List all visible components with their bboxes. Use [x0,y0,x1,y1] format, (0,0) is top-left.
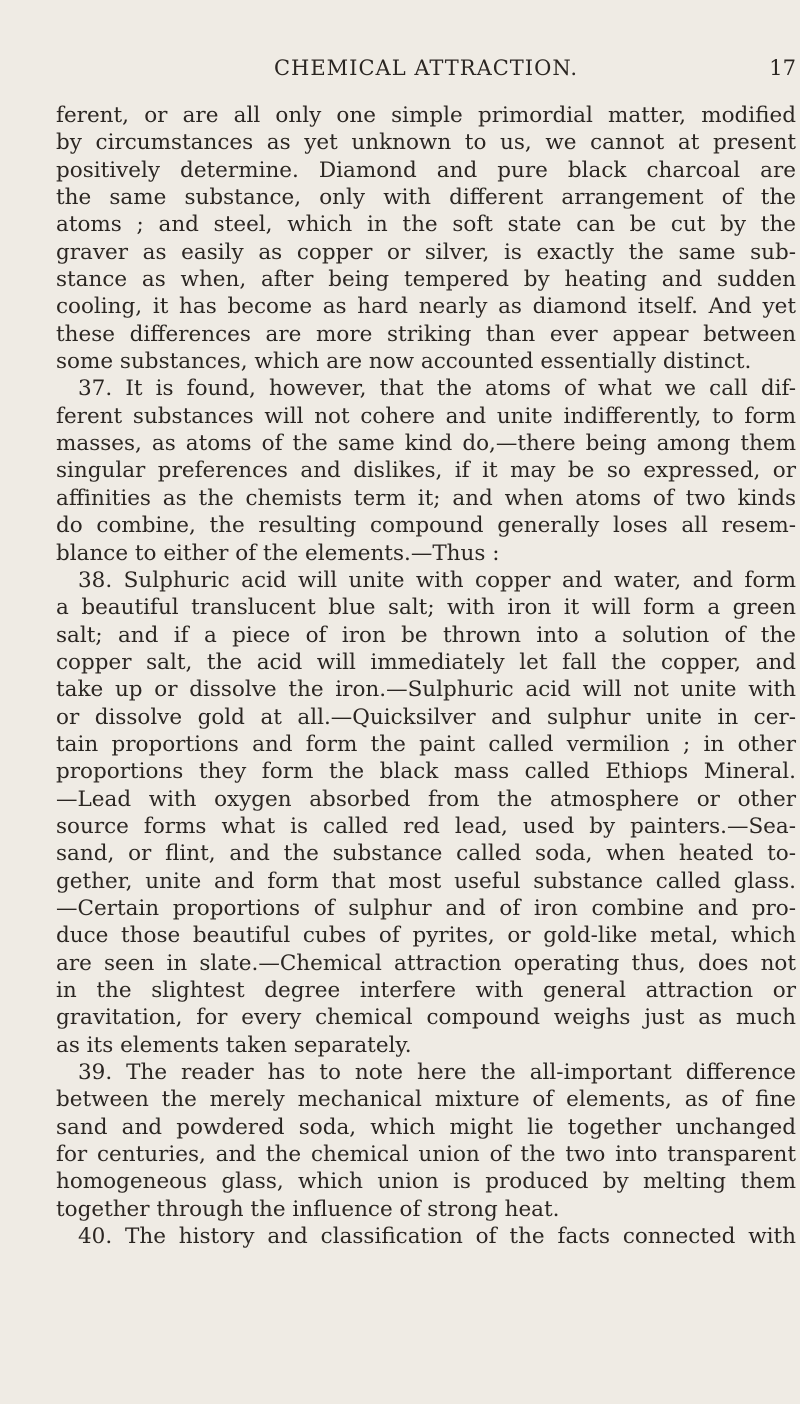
text-line: salt; and if a piece of iron be thrown into a solution of the [56,622,796,648]
text-line: between the merely mechanical mixture of elements, as of fine [56,1087,796,1113]
text-line: —Certain proportions of sulphur and of iron combine and pro- [56,895,796,921]
text-line: graver as easily as copper or silver, is exactly the same sub- [56,239,796,265]
text-line: the same substance, only with different arrangement of the [56,185,796,211]
text-line: positively determine. Diamond and pure black charcoal are [56,157,796,183]
text-line: 38. Sulphuric acid will unite with copper and water, and form [78,567,796,593]
text-line: —Lead with oxygen absorbed from the atmosphere or other [56,786,796,812]
text-line: together through the influence of strong heat. [56,1196,560,1222]
text-line: gravitation, for every chemical compound weighs just as much [56,1005,796,1031]
body-text [56,102,796,1250]
text-line: sand, or flint, and the substance called soda, when heated to- [56,841,796,867]
text-line: 37. It is found, however, that the atoms of what we call dif- [78,376,796,402]
text-line: 39. The reader has to note here the all-important difference [78,1060,796,1086]
text-line: some substances, which are now accounted essentially distinct. [56,349,752,375]
text-line: sand and powdered soda, which might lie together unchanged [56,1114,796,1140]
text-line: by circumstances as yet unknown to us, we cannot at present [56,130,796,156]
text-line: these differences are more striking than ever appear between [56,321,796,347]
text-line: blance to either of the elements.—Thus : [56,540,500,566]
text-line: do combine, the resulting compound generally loses all resem- [56,513,796,539]
text-line: gether, unite and form that most useful substance called glass. [56,868,796,894]
text-line: homogeneous glass, which union is produced by melting them [56,1169,796,1195]
text-line: take up or dissolve the iron.—Sulphuric acid will not unite with [56,677,796,703]
text-line: affinities as the chemists term it; and when atoms of two kinds [56,485,796,511]
text-line: for centuries, and the chemical union of the two into transparent [56,1142,796,1168]
page-number: 17 [769,56,796,80]
text-line: atoms ; and steel, which in the soft state can be cut by the [56,212,796,238]
text-line: or dissolve gold at all.—Quicksilver and sulphur unite in cer- [56,704,796,730]
text-line: source forms what is called red lead, used by painters.—Sea- [56,813,796,839]
text-line: duce those beautiful cubes of pyrites, or gold-like metal, which [56,923,796,949]
running-head [56,56,796,86]
text-line: singular preferences and dislikes, if it may be so expressed, or [56,458,796,484]
text-line: ferent, or are all only one simple primordial matter, modified [56,103,796,128]
text-line: masses, as atoms of the same kind do,—there being among them [56,431,796,457]
text-line: as its elements taken separately. [56,1032,412,1058]
running-title: CHEMICAL ATTRACTION. [273,56,579,80]
text-line: in the slightest degree interfere with general attraction or [56,978,796,1003]
text-line: ferent substances will not cohere and unite indifferently, to form [56,403,796,429]
text-line: proportions they form the black mass called Ethiops Mineral. [56,759,796,785]
text-line: a beautiful translucent blue salt; with iron it will form a green [56,595,796,621]
text-line: tain proportions and form the paint called vermilion ; in other [56,731,796,757]
text-line: 40. The history and classification of the facts connected with [78,1224,796,1250]
text-line: copper salt, the acid will immediately let fall the copper, and [56,649,796,675]
text-line: stance as when, after being tempered by heating and sudden [56,267,796,293]
text-line: are seen in slate.—Chemical attraction operating thus, does not [56,950,796,976]
text-line: cooling, it has become as hard nearly as diamond itself. And yet [56,294,796,320]
